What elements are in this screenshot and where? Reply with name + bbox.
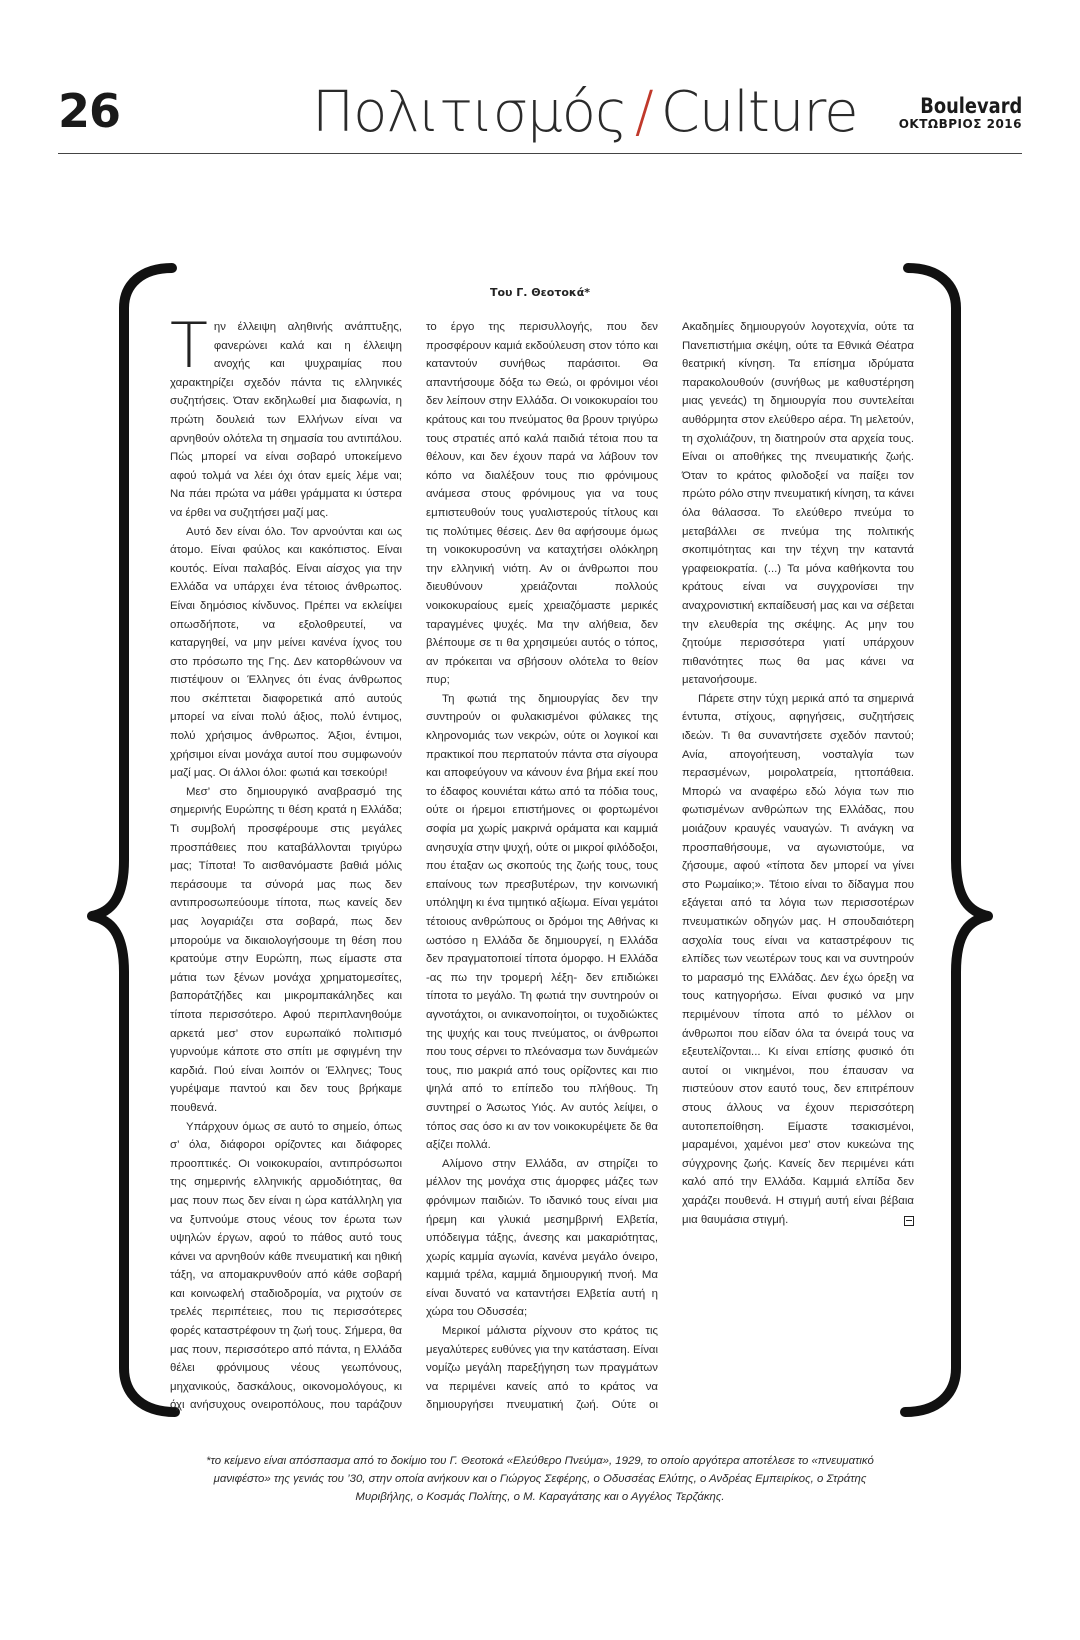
article-paragraph: Την έλλειψη αληθινής ανάπτυξης, φανερώνει καλά και η έλλειψη ανοχής και ψυχραιμίας που χαρακτηρίζει σχεδόν πάντα τις ελληνικές συζητήσεις. Όταν εκδηλωθεί μια διαφωνία, η πρώτη δουλειά των Ελλήνων είναι να αρνηθούν ολότελα τη σημασία του αντιπάλου. Πώς μπορεί να είναι σοβαρό υποκείμενο αφού τολμά να λέει όχι όταν εμείς λέμε ναι; Να πάει πρώτα να μάθει γράμματα κι ύστερα να έρθει να συζητήσει μαζί μας. (170, 309, 402, 519)
right-curly-bracket (905, 268, 988, 1412)
article-paragraph: Αυτό δεν είναι όλο. Τον αρνούνται και ως άτομο. Είναι φαύλος και κακόπιστος. Είναι κουτός. Είναι παλαβός. Είναι αίσχος για την Ελλάδα να υπάρχει ένα τέτοιος άνθρωπος. Είναι δημόσιος κίνδυνος. Πρέπει να εκλείψει οπωσδήποτε, να εξολοθρευτεί, να καταργηθεί, να μην μείνει κανένα ίχνος του στο πρόσωπο της Γης. Δεν κατορθώνουν να πιστέψουν οι Έλληνες ότι ένας άνθρωπος που σκέπτεται διαφορετικά από αυτούς μπορεί να είναι πολύ άξιος, πολύ έντιμος, πολύ χρήσιμος άνθρωπος. Άξιοι, έντιμοι, χρήσιμοι είναι μονάχα αυτοί που συμφωνούν μαζί μας. Οι άλλοι όλοι: φωτιά και τσεκούρι! (170, 525, 402, 780)
section-title-english: Culture (660, 80, 858, 145)
drop-cap: Τ (170, 309, 208, 382)
section-title-greek: Πολιτισμός (312, 80, 627, 145)
article-paragraph: Πάρετε στην τύχη μερικά από τα σημερινά έντυπα, στίχους, αφηγήσεις, συζητήσεις ιδεών. Τι θα συναντήσετε σχεδόν παντού; Ανία, απογοήτευση, νοσταλγία των περασμένων, μοιρολατρεία, ηττοπάθεια. Μπορώ να αναφέρω εδώ λόγια των πιο φωτισμένων ανθρώπων της Ελλάδας, που μοιάζουν κραυγές ναυαγών. Τι ανάγκη να προσπαθήσουμε, να αγωνιστούμε, να ζήσουμε, αφού «τίποτα δεν μπορεί να γίνει στο Ρωμαίικο;». Τέτοιο είναι το δίδαγμα που εξάγεται από τα λόγια των περισσοτέρων πνευματικών οδηγών μας. Η σπουδαιότερη ασχολία τους είναι να καταστρέφουν τις ελπίδες των νεωτέρων τους και να συντηρούν το μαρασμό της Ελλάδας. Δεν έχω όρεξη να τους κατηγορήσω. Είναι φυσικό να μην περιμένουν τίποτα από το μέλλον οι άνθρωποι που είδαν όλα τα όνειρά τους να εξευτελίζονται... Κι είναι επίσης φυσικό ότι αυτοί οι νικημένοι, που έπαυσαν να πιστεύουν στον εαυτό τους, δεν επιτρέπουν στους άλλους να έχουν περισσότερη αυτοπεποίθηση. Είμαστε τσακισμένοι, μαραμένοι, χαμένοι μεσ’ στον κυκεώνα της σύγχρονης ζωής. Κανείς δεν περιμένει κάτι καλό από την Ελλάδα. Καμμιά ελπίδα δεν χαράζει πουθενά. Η στιγμή αυτή είναι βέβαια μια θαυμάσια στιγμή. (682, 692, 914, 1226)
end-of-article-icon (904, 1216, 914, 1226)
left-curly-bracket (92, 268, 175, 1412)
section-title (312, 80, 858, 145)
article-paragraph: Μεσ’ στο δημιουργικό αναβρασμό της σημερινής Ευρώπης τι θέση κρατά η Ελλάδα; Τι συμβολή προσφέρουμε στις μεγάλες προσπάθειες που καταβάλλονται τριγύρω μας; Τίποτα! Το αισθανόμαστε βαθιά μόλις περάσουμε τα σύνορά μας πως δεν αντιπροσωπεύουμε τίποτα, πως κανείς δεν μας λογαριάζει στα σοβαρά, πως δεν μπορούμε να δικαιολογήσουμε τη θέση που κρατούμε στην Ευρώπη, πως είμαστε στα μάτια των ξένων μονάχα χρηματομεσίτες, βαποράτζήδες και μικρομπακάληδες και τίποτα περισσότερο. Αφού περιπλανηθούμε αρκετά μεσ’ στον ευρωπαϊκό πολιτισμό γυρνούμε κάποτε στο σπίτι με σφιγμένη την καρδιά. Πού είναι λοιπόν οι Έλληνες; Τους γυρέψαμε παντού και δεν τους βρήκαμε πουθενά. (170, 785, 402, 1114)
article-paragraph: Υπάρχουν όμως σε αυτό το σημείο, όπως σ’ όλα, διάφοροι ορίζοντες και διάφορες προοπτικές. Οι νοικοκυραίοι, αντιπρόσωποι της σημερινής ελληνικής αρμοδιότητας, θα μας πουν πως δεν είναι η ώρα κατάλληλη για να ξυπνούμε στους νέους τον έρωτα των υψηλών έργων, αφού το πάθος αυτό τους κάνει να αρνηθούν κάθε πνευματική και ηθική τάξη, να απομακρυνθούν από κάθε σοβαρή και κοινωφελή σταδιοδρομία, να ριχτούν σε τρελές περιπέτειες, που τις περισσότερες φορές καταστρέφουν τη ζωή τους. Σήμερα, θα μας πουν, περισσότερο από πάντα, η Ελλάδα θέλει φρόνιμους νέους γεωπόνους, μηχανικούς, δασκάλους, οικονομολόγους, κι όχι ανήσυχους ονειροπόλους, που ταράζουν το έργο της περισυλλογής, που δεν προσφέρουν καμιά εκδούλευση στον τόπο και καταντούν συνήθως παράσιτοι. Θα απαντήσουμε δόξα τω Θεώ, οι φρόνιμοι νέοι δεν λείπουν στην Ελλάδα. Οι νοικοκυραίοι του κράτους και του πνεύματος θα βρουν τριγύρω τους στρατιές από καλά παιδιά τέτοια που τα θέλουν, και δεν έχουν παρά να λάβουν τον κόπο να διαλέξουν τους πιο φρόνιμους ανάμεσα στους φρόνιμους για να τους εμπιστευθούν τους γυαλιστερούς τίτλους και τις πολύτιμες θέσεις. Δεν θα αφήσουμε όμως τη νοικοκυροσύνη να καταχτήσει ολόκληρη την ελληνική νιότη. Αν οι άνθρωποι που διευθύνουν χρειάζονται πολλούς νοικοκυραίους εμείς χρειαζόμαστε μερικές ταραγμένες ψυχές. Μα την αλήθεια, δεν βλέπουμε σε τι θα χρησιμεύει αυτός ο τόπος, αν πρόκειται να σβήσουν ολότελα το θείον πυρ; (170, 321, 658, 1412)
article-paragraph: Αλίμονο στην Ελλάδα, αν στηρίζει το μέλλον της μονάχα στις άμορφες μάζες των φρόνιμων παιδιών. Το ιδανικό τους είναι μια ήρεμη και γλυκιά μεσημβρινή Ελβετία, υπόδειγμα τάξης, άνεσης και μακαριότητας, χωρίς καμμία αγωνία, κανένα μεγάλο όνειρο, καμμιά τρέλα, καμμιά δημιουργική πνοή. Μα είναι δυνατό να καταντήσει Ελβετία αυτή η χώρα του Οδυσσέα; (426, 1157, 658, 1319)
page-number: 26 (58, 84, 121, 138)
article-byline: Του Γ. Θεοτοκά* (489, 286, 591, 299)
brand-logo: Boulevard (919, 94, 1022, 118)
header-rule (58, 153, 1022, 154)
article-body (170, 309, 914, 1430)
article-footnote: *το κείμενο είναι απόσπασμα από το δοκίμιο του Γ. Θεοτοκά «Ελεύθερο Πνεύμα», 1929, το οποίο αργότερα αποτέλεσε το «πνευματικό μανιφέστο» της γενιάς του ’30, στην οποία ανήκουν και ο Γιώργος Σεφέρης, ο Οδυσσέας Ελύτης, ο Ανδρέας Εμπειρίκος, ο Στράτης Μυριβήλης, ο Κοσμάς Πολίτης, ο Μ. Καραγάτσης και ο Αγγέλος Τερζάκης. (206, 1455, 874, 1503)
magazine-brand (899, 95, 1022, 131)
article-paragraph: Τη φωτιά της δημιουργίας δεν την συντηρούν οι φυλακισμένοι φύλακες της κληρονομιάς των νεκρών, ούτε οι λογικοί και πρακτικοί που περπατούν πάντα στα σίγουρα και αποφεύγουν να κάνουν ένα βήμα εκεί που το έδαφος κουνιέται κάτω από τα πόδια τους, ούτε οι ήρεμοι επιστήμονες οι φορτωμένοι σοφία μα χωρίς μακρινά οράματα και καμμιά ανησυχία στην ψυχή, ούτε οι μικροί φιλόδοξοι, που έταξαν ως σκοπούς της ζωής τους, τους επαίνους των πρεσβυτέρων, την κοινωνική υπόληψη κι ένα τιμητικό αξίωμα. Είναι γεμάτοι τέτοιους ανθρώπους οι δρόμοι της Αθήνας κι ωστόσο η Ελλάδα δε δημιουργεί, η Ελλάδα δεν πραγματοποιεί τίποτα όμορφο. Η Ελλάδα -ας πω την τρομερή λέξη- δεν επιδιώκει τίποτα το μεγάλο. Τη φωτιά την συντηρούν οι αγνοτάχτοι, οι ανικανοποίητοι, οι τυχοδιώκτες της ψυχής και τους πνεύματος, οι άνθρωποι που τους σέρνει το πλεόνασμα των δυνάμεών τους, πιο μακριά από τους ορίζοντες και πιο ψηλά από το επίπεδο του πλήθους. Τη συντηρεί ο Άσωτος Υιός. Αν αυτός λείψει, ο τόπος σας όσο κι αν τον νοικοκυρέψετε δε θα αξίζει πολλά. (426, 692, 658, 1152)
article-paragraph: Μερικοί μάλιστα ρίχνουν στο κράτος τις μεγαλύτερες ευθύνες για την κατάσταση. Είναι νομίζω μεγάλη παρεξήγηση των πραγμάτων να περιμένει κανείς από το κράτος να δημιουργήσει πνευματική ζωή. Ούτε οι Ακαδημίες δημιουργούν λογοτεχνία, ούτε τα Πανεπιστήμια σκέψη, ούτε τα Εθνικά Θέατρα θεατρική κίνηση. Τα επίσημα ιδρύματα παρακολουθούν (συνήθως με καθυστέρηση μιας γενεάς) τη δημιουργία που συντελείται αυθόρμητα στον ελεύθερο αέρα. Τη μελετούν, τη σχολιάζουν, τη διατηρούν στα αρχεία τους. Είναι οι αποθήκες της πνευματικής ζωής. Όταν το κράτος φιλοδοξεί να παίξει τον πρώτο ρόλο στην πνευματική κίνηση, τα κάνει όλα θάλασσα. Το ελεύθερο πνεύμα το μεταβάλλει σε πνεύμα της πολιτικής σκοπιμότητας και την τέχνη την καταντά γραφειοκρατία. (...) Τα μόνα καθήκοντα του κράτους είναι να συγχρονίσει την αναχρονιστική εκπαίδευσή μας και να σέβεται την ελευθερία της σκέψης. Ας μην του ζητούμε περισσότερα γιατί υπάρχουν πιθανότητες πως θα μας κάνει να μετανοήσουμε. (426, 321, 914, 1412)
section-title-separator: / (634, 80, 653, 145)
issue-date: ΟΚΤΩΒΡΙΟΣ 2016 (898, 117, 1022, 131)
